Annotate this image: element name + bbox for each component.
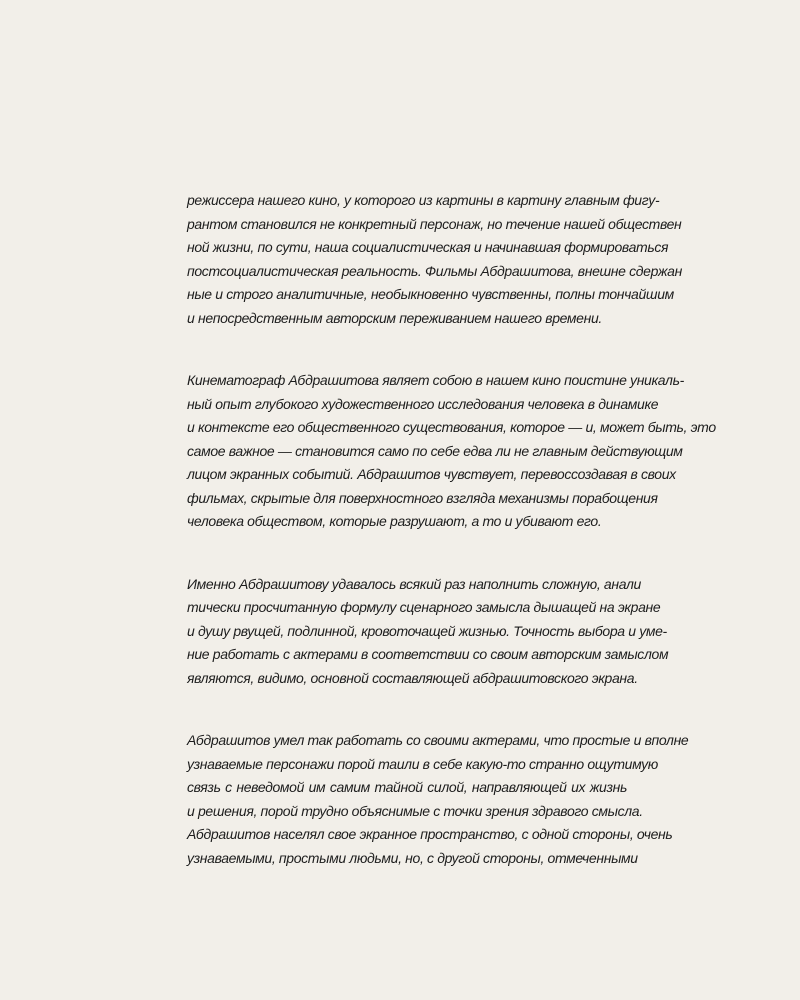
text-line: ные и строго аналитичные, необыкновенно чувственны, полны тончайшим	[187, 286, 674, 302]
paragraph-2	[187, 369, 716, 534]
text-line: фильмах, скрытые для поверхностного взгляда механизмы порабощения	[187, 489, 658, 506]
text-line: связь с неведомой им самим тайной силой, направляющей их жизнь	[187, 779, 627, 795]
text-line: самое важное — становится само по себе едва ли не главным действующим	[187, 442, 683, 459]
text-line: режиссера нашего кино, у которого из картины в картину главным фигу-	[187, 192, 660, 208]
body-text	[187, 189, 716, 909]
text-line: человека обществом, которые разрушают, а то и убивают его.	[187, 513, 602, 529]
text-line: и непосредственным авторским переживанием нашего времени.	[187, 309, 602, 326]
text-line: и контексте его общественного существования, которое — и, может быть, это	[187, 419, 716, 435]
paragraph-3	[187, 573, 669, 691]
text-line: рантом становился не конкретный персонаж, но течение нашей обществен	[187, 215, 682, 232]
text-line: ный опыт глубокого художественного исследования человека в динамике	[187, 395, 659, 412]
text-line: Именно Абдрашитову удавалось всякий раз наполнить сложную, анали	[187, 575, 641, 592]
text-line: ной жизни, по сути, наша социалистическая и начинавшая формироваться	[187, 239, 669, 255]
text-line: тически просчитанную формулу сценарного замысла дышащей на экране	[187, 599, 661, 615]
text-line: Абдрашитов умел так работать со своими актерами, что простые и вполне	[187, 732, 689, 748]
text-line: и решения, порой трудно объяснимые с точки зрения здравого смысла.	[187, 802, 643, 819]
text-line: лицом экранных событий. Абдрашитов чувствует, перевоссоздавая в своих	[187, 466, 676, 482]
text-line: Абдрашитов населял свое экранное пространство, с одной стороны, очень	[187, 826, 673, 842]
text-line: и душу рвущей, подлинной, кровоточащей жизнью. Точность выбора и уме-	[187, 622, 667, 639]
paragraph-4	[187, 729, 689, 870]
text-line: ние работать с актерами в соответствии со своим авторским замыслом	[187, 646, 669, 662]
paragraph-1	[187, 189, 682, 330]
text-line: постсоциалистическая реальность. Фильмы Абдрашитова, внешне сдержан	[187, 262, 682, 279]
text-line: являются, видимо, основной составляющей абдрашитовского экрана.	[187, 669, 638, 686]
text-line: узнаваемые персонажи порой таили в себе какую-то странно ощутимую	[187, 755, 658, 772]
text-line: узнаваемыми, простыми людьми, но, с другой стороны, отмеченными	[187, 849, 638, 866]
text-line: Кинематограф Абдрашитова являет собою в нашем кино поистине уникаль-	[187, 372, 684, 388]
